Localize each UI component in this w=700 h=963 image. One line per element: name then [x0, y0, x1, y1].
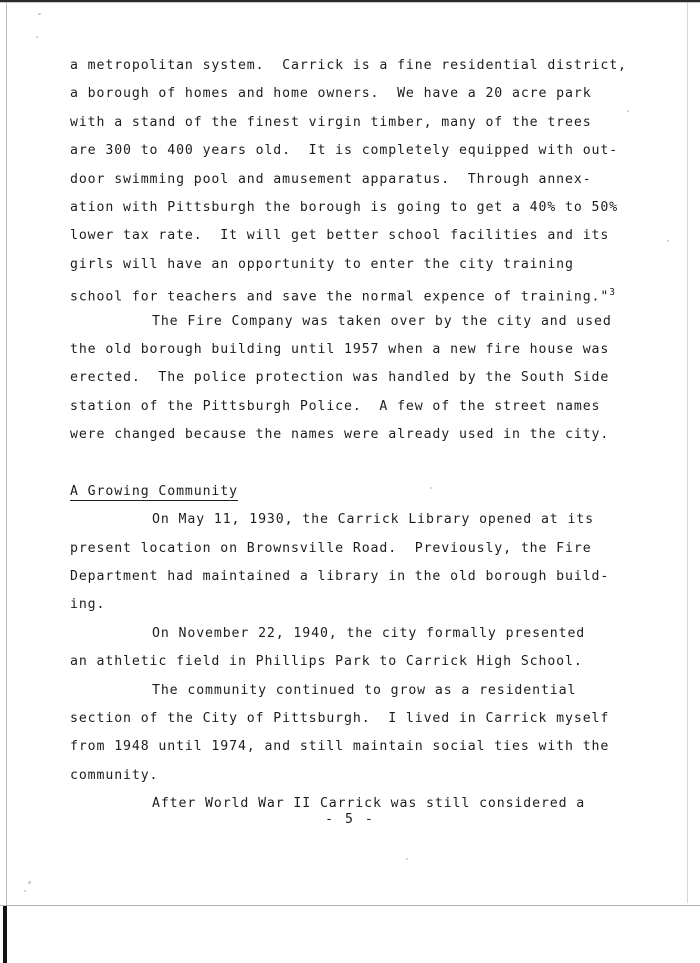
- footnote-marker: 3: [609, 287, 615, 299]
- body-line: After World War II Carrick was still considered a: [152, 796, 586, 812]
- body-line: girls will have an opportunity to enter the city training: [70, 256, 574, 272]
- body-line-with-footnote: [70, 279, 630, 307]
- body-line: from 1948 until 1974, and still maintain social ties with the: [70, 739, 610, 755]
- body-line: were changed because the names were already used in the city.: [70, 427, 610, 443]
- page-number: - 5 -: [325, 812, 375, 827]
- scan-speck: [36, 36, 38, 38]
- scan-speck: [406, 858, 408, 860]
- body-line: ing.: [70, 597, 106, 613]
- body-line: community.: [70, 767, 159, 783]
- section-heading: A Growing Community: [70, 483, 238, 499]
- body-line-text: school for teachers and save the normal expence of training.": [70, 289, 610, 305]
- body-line: present location on Brownsville Road. Previously, the Fire: [70, 540, 592, 556]
- body-line: an athletic field in Phillips Park to Carrick High School.: [70, 654, 583, 670]
- scan-speck: [38, 13, 41, 15]
- scanner-left-dark-bar: [3, 906, 7, 963]
- body-line: On November 22, 1940, the city formally presented: [152, 625, 586, 641]
- body-line: The Fire Company was taken over by the city and used: [152, 313, 612, 329]
- scan-speck: [667, 240, 669, 242]
- scan-top-edge-fade: [0, 2, 700, 3]
- body-line: are 300 to 400 years old. It is completely equipped with out-: [70, 143, 619, 159]
- body-line: a borough of homes and home owners. We have a 20 acre park: [70, 86, 592, 102]
- section-heading-line: [70, 478, 630, 506]
- scanner-backdrop-below-page: [0, 906, 700, 963]
- scan-speck: [28, 881, 31, 884]
- body-line: ation with Pittsburgh the borough is going to get a 40% to 50%: [70, 199, 619, 215]
- scan-speck: [24, 890, 26, 892]
- page-right-edge-line: [687, 3, 688, 903]
- body-line: the old borough building until 1957 when a new fire house was: [70, 341, 610, 357]
- body-line: erected. The police protection was handled by the South Side: [70, 370, 610, 386]
- body-line: The community continued to grow as a residential: [152, 682, 577, 698]
- page-left-edge-line: [6, 3, 7, 905]
- body-line: station of the Pittsburgh Police. A few of the street names: [70, 398, 601, 414]
- page-body-text: [70, 52, 630, 819]
- body-line: section of the City of Pittsburgh. I lived in Carrick myself: [70, 710, 610, 726]
- body-line: Department had maintained a library in the old borough build-: [70, 569, 610, 585]
- body-line: a metropolitan system. Carrick is a fine residential district,: [70, 58, 627, 73]
- body-line: with a stand of the finest virgin timber, many of the trees: [70, 114, 592, 130]
- body-line: door swimming pool and amusement apparatus. Through annex-: [70, 171, 592, 187]
- blank-line: [70, 449, 630, 477]
- body-line: On May 11, 1930, the Carrick Library opened at its: [152, 512, 594, 528]
- body-line: lower tax rate. It will get better school facilities and its: [70, 228, 610, 244]
